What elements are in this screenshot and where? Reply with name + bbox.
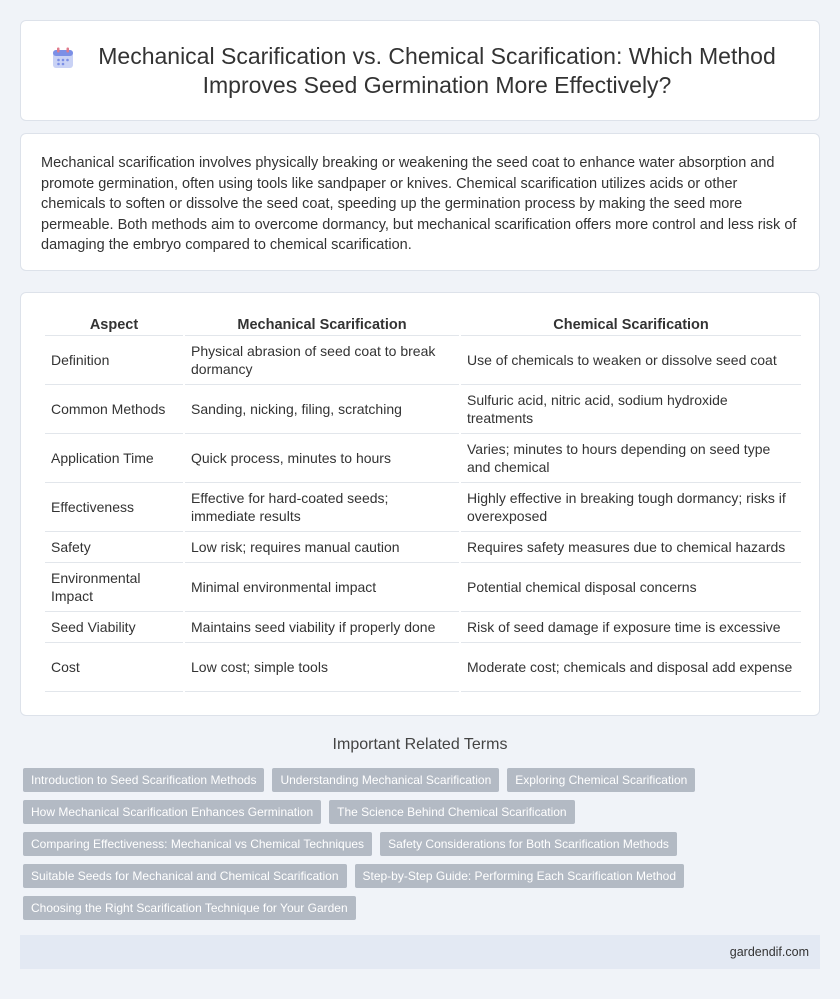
- chemical-cell: Potential chemical disposal concerns: [461, 563, 801, 612]
- related-term-tag[interactable]: Exploring Chemical Scarification: [507, 768, 695, 792]
- column-header-aspect: Aspect: [45, 312, 183, 336]
- aspect-cell: Application Time: [45, 434, 183, 483]
- comparison-table: [43, 312, 803, 692]
- table-row: [45, 612, 801, 643]
- mechanical-cell: Low risk; requires manual caution: [185, 532, 459, 563]
- related-term-tag[interactable]: Safety Considerations for Both Scarification Methods: [380, 832, 677, 856]
- mechanical-cell: Effective for hard-coated seeds; immediate results: [185, 483, 459, 532]
- comparison-card: [20, 292, 820, 716]
- mechanical-cell: Quick process, minutes to hours: [185, 434, 459, 483]
- related-term-tag[interactable]: Suitable Seeds for Mechanical and Chemical Scarification: [23, 864, 347, 888]
- chemical-cell: Requires safety measures due to chemical hazards: [461, 532, 801, 563]
- chemical-cell: Use of chemicals to weaken or dissolve seed coat: [461, 336, 801, 385]
- title-card: [20, 20, 820, 121]
- related-term-tag[interactable]: The Science Behind Chemical Scarification: [329, 800, 574, 824]
- mechanical-cell: Physical abrasion of seed coat to break dormancy: [185, 336, 459, 385]
- table-row: [45, 434, 801, 483]
- related-term-tag[interactable]: Step-by-Step Guide: Performing Each Scarification Method: [355, 864, 685, 888]
- chemical-cell: Highly effective in breaking tough dormancy; risks if overexposed: [461, 483, 801, 532]
- intro-paragraph: Mechanical scarification involves physically breaking or weakening the seed coat to enhance water absorption and promote germination, often using tools like sandpaper or knives. Chemical scarification utilizes acids or other chemicals to soften or dissolve the seed coat, speeding up the germination process by making the seed more permeable. Both methods aim to overcome dormancy, but mechanical scarification offers more control and less risk of damaging the embryo compared to chemical scarification.: [41, 155, 797, 253]
- mechanical-cell: Minimal environmental impact: [185, 563, 459, 612]
- column-header-chemical: Chemical Scarification: [461, 312, 801, 336]
- mechanical-cell: Maintains seed viability if properly done: [185, 612, 459, 643]
- footer-site-link[interactable]: gardendif.com: [729, 945, 809, 959]
- column-header-mechanical: Mechanical Scarification: [185, 312, 459, 336]
- table-row: [45, 563, 801, 612]
- table-row: [45, 483, 801, 532]
- table-row: [45, 336, 801, 385]
- calendar-icon: [51, 46, 75, 70]
- aspect-cell: Safety: [45, 532, 183, 563]
- related-term-tag[interactable]: Comparing Effectiveness: Mechanical vs Chemical Techniques: [23, 832, 372, 856]
- table-row: [45, 643, 801, 692]
- chemical-cell: Varies; minutes to hours depending on seed type and chemical: [461, 434, 801, 483]
- chemical-cell: Risk of seed damage if exposure time is excessive: [461, 612, 801, 643]
- aspect-cell: Cost: [45, 643, 183, 692]
- mechanical-cell: Sanding, nicking, filing, scratching: [185, 385, 459, 434]
- mechanical-cell: Low cost; simple tools: [185, 643, 459, 692]
- intro-card: [20, 133, 820, 271]
- chemical-cell: Sulfuric acid, nitric acid, sodium hydroxide treatments: [461, 385, 801, 434]
- page-title: Mechanical Scarification vs. Chemical Scarification: Which Method Improves Seed Germination More Effectively?: [98, 42, 776, 98]
- related-term-tag[interactable]: Understanding Mechanical Scarification: [272, 768, 499, 792]
- aspect-cell: Definition: [45, 336, 183, 385]
- aspect-cell: Environmental Impact: [45, 563, 183, 612]
- table-row: [45, 385, 801, 434]
- related-term-tag[interactable]: Choosing the Right Scarification Technique for Your Garden: [23, 896, 356, 920]
- aspect-cell: Seed Viability: [45, 612, 183, 643]
- related-term-tag[interactable]: How Mechanical Scarification Enhances Germination: [23, 800, 321, 824]
- related-terms-heading: Important Related Terms: [332, 736, 508, 753]
- table-row: [45, 532, 801, 563]
- table-header-row: [45, 312, 801, 336]
- aspect-cell: Effectiveness: [45, 483, 183, 532]
- aspect-cell: Common Methods: [45, 385, 183, 434]
- related-term-tag[interactable]: Introduction to Seed Scarification Methods: [23, 768, 264, 792]
- related-terms-list: [23, 768, 803, 928]
- footer: [20, 935, 820, 969]
- chemical-cell: Moderate cost; chemicals and disposal add expense: [461, 643, 801, 692]
